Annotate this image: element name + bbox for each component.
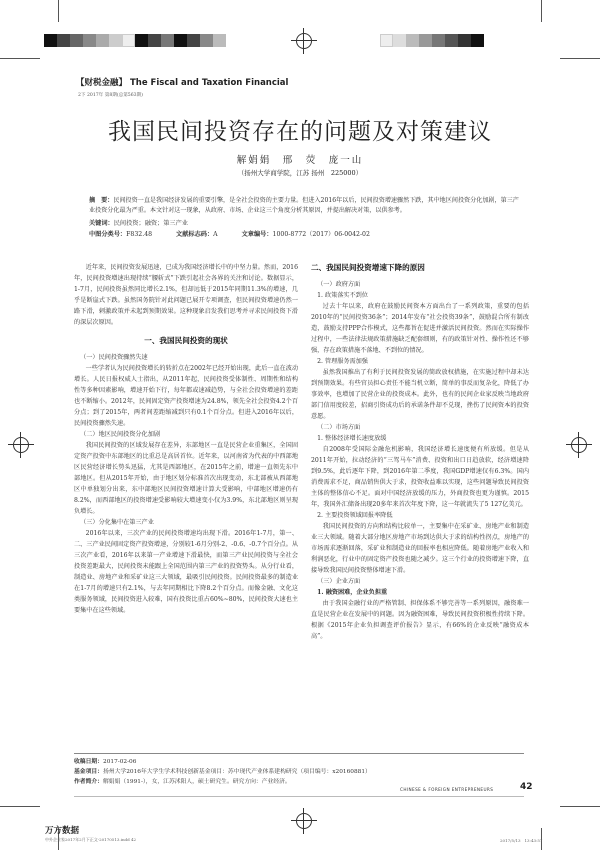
registration-mark-top [291, 28, 317, 54]
footnote-divider [74, 753, 524, 754]
paragraph: 一些学者认为民间投资增长的转折点在2002年已经开始出现，此后一直在波动增长。人民日报权威人士指出，从2011年起，民间投资受体制性、周期性和结构性等多种因素影响，增速开始下行，每年都或速减趋势，与全社会投资增速的差距也不断缩小。2012年，民间固定资产投资增速为24.8%，领先全社会投资4.2个百分点；到了2015年，两者间差距缩减到只有0.1个百分点。但进入2016年以后，民间投资骤然失速。 [74, 365, 298, 427]
crop-mark [541, 0, 542, 22]
right-column [311, 262, 529, 642]
footnote-block [74, 757, 524, 787]
registration-bar-left [44, 34, 226, 47]
subsection-heading: （三）企业方面 [317, 578, 361, 585]
classification-line [89, 229, 524, 240]
crop-mark [0, 58, 40, 59]
fund-text: 扬州大学2016年大学生学术科技创新基金项目：苏中现代产业体系建构研究（项目编号：x20160881） [103, 769, 371, 775]
keywords-line [89, 218, 524, 229]
abstract-text: 民间投资一直是我国经济发展的重要引擎，是全社会投资的主要力量。但进入2016年以后，民间投资增速骤然下跌，其中地区间投资分化加剧，第三产业投资分化最为严重。本文针对这一现象，从政府、市场、企业这三个角度分析其原因，并提出解决对策，以供参考。 [89, 197, 519, 214]
received-line [74, 757, 524, 767]
left-column [74, 262, 298, 616]
registration-bar-right [380, 34, 484, 47]
page-number: 42 [520, 782, 533, 792]
abstract [89, 196, 524, 216]
paragraph: 由于我国金融行业的严格管制、担保体系不够完善等一系列原因，融资难一直是民营企业在发展中的问题。因为融资困难，导致民间投资积极性持续下降。根据《2015年企业负担调查评价报告》显示，有66%的企业反映“融资成本高”。 [311, 600, 529, 640]
crop-mark [58, 0, 59, 22]
keywords-label: 关键词： [89, 220, 114, 227]
subsection-heading: 2. 管理服务需加强 [317, 358, 368, 365]
subsection-heading: 1. 融资困难，企业负担重 [317, 589, 388, 596]
article-id-label: 文章编号： [241, 231, 273, 238]
journal-column-header [76, 76, 288, 88]
issue-line: 2下 2017年 第8期(总第563期) [78, 93, 143, 98]
wanfang-logo-text: 万方数据 [45, 826, 80, 836]
paragraph: 自2008年受国际金融危机影响，我国经济增长速度便有所放缓。但是从2011年开始，拉动经济的“三驾马车”消费、投资和出口日趋放软，经济增速降到9.5%，此后逐年下降，到2016年第二季度，我国GDP增速仅有6.3%。国内消费需求不足，商品销售供大于求，投资收益难以实现，这些问题导致民间投资主体的整体信心不足。面对中国经济放缓的压力，外商投资也更为谨慎。2015年，我国外汇储备出现20多年来首次年度下降，这一年就流失了5 127亿美元。 [311, 446, 529, 508]
paragraph: 2016年以来，三次产业的民间投资增速均出现下滑。2016年1-7月，第一、二、三产业民间固定资产投资增速，分别较1-6月分别-2、-0.6、-0.7个百分点。从三次产业看，2016年以来第一产业增速下滑最快，而第三产业民间投资与全社会投资差距最大，民间投资未能跟上全国范围内第三产业的投资势头。从分行业看，制造业、房地产业和采矿业这三大领域，最吸引民间投资。民间投资最多的制造业在1-7月的增速只有2.1%，与去年同期相比下降8.2个百分点。而像金融、文化这类服务领域，民间投资进入较难，国有投资比重占60%~80%，民间投资大速也主要集中在这些领域。 [74, 530, 298, 614]
subsection-heading: （一）政府方面 [317, 281, 361, 288]
author-affiliation: （扬州大学商学院，江苏 扬州 225000） [237, 169, 363, 177]
subsection-heading: （三）分化集中在第三产业 [80, 519, 154, 526]
received-date: 2017-02-06 [103, 759, 137, 765]
abstract-block [89, 196, 524, 240]
paragraph: 虽然我国推出了有利于民间投资发展的简政放权措施，在实施过程中却未达到预期效果。有些官员担心责任不能当机立断，简单的事反而复杂化，降低了办事效率，也增加了民营企业的投资成本。此外，也有的民间企业家反映当地政府部门信用度较差，招商引资成功后的承诺条件却不兑现，挫伤了民间资本的投资意愿。 [311, 369, 529, 420]
abstract-label: 摘 要： [89, 197, 114, 204]
subsection-heading: （二）地区民间投资分化加剧 [80, 431, 160, 438]
article-authors: 解娟娟 邢 荧 庞一山 [236, 155, 364, 166]
registration-mark-right [566, 432, 592, 458]
column-english: The Fiscal and Taxation Financial [129, 78, 289, 88]
subsection-heading: （一）民间投资骤然失速 [80, 354, 148, 361]
author-bio: 解娟娟（1991-），女，江苏沭阳人，硕士研究生。研究方向：产业经济。 [103, 779, 291, 785]
author-bio-line [74, 777, 524, 787]
subsection-heading: （二）市场方面 [317, 424, 361, 431]
registration-mark-bottom [291, 808, 317, 834]
article-id: 1000-8772（2017）06-0042-02 [272, 231, 370, 238]
article-title: 我国民间投资存在的问题及对策建议 [108, 119, 492, 145]
crop-mark [560, 58, 600, 59]
footer-divider [74, 796, 524, 797]
keywords: 民间投资；融资；第三产业 [113, 220, 188, 227]
clc-code: F832.48 [126, 231, 153, 238]
fund-label: 基金项目： [74, 769, 103, 775]
subsection-heading: 1. 政策落实不到位 [317, 292, 368, 299]
file-info: 中外企业家2017年2月下正文-20170513.indd 42 [45, 837, 137, 842]
registration-mark-left [8, 432, 34, 458]
crop-mark [0, 806, 40, 807]
print-timestamp: 2017/5/13 13:43:57 [500, 838, 543, 843]
paragraph: 过去十年以来，政府在鼓励民间资本方面出台了一系列政策，重要的包括2010年的“民间投资36条”；2014年发布“社会投资39条”，鼓励混合所有制改造，鼓励支持PPP合作模式，这些都旨在促进并激活民间投资。然而在实际操作过程中，一些法律法规政策措施缺乏配套细则，有的政策针对性、操作性还不够强，存在政策措施不落地、不到位的情况。 [311, 303, 529, 354]
paragraph: 我国民间投资的区域发展存在差异，东部地区一直是民营企业重集区，全国固定资产投资中东部地区的比重总是高居首位。近年来，以河南省为代表的中西部地区民营经济增长势头迅猛，尤其是西部地区，在2015年之前，增速一直领先东中部地区。但从2015年开始，由于地区划分标准首次出现变动，东北部被从西部地区中单独划分出来，东中部地区民间投资增速计算大受影响，中部地区增速仍有8.2%，而西部地区的投资增速受影响较大增速变小仅为3.9%，东北部地区则呈现负增长。 [74, 442, 298, 515]
received-label: 收稿日期： [74, 759, 103, 765]
intro-paragraph: 近年来，民间投资发展迅速，已成为我国经济增长中的中坚力量。然而，2016年，民间投资增速出现持续“腰斩式”下跌引起社会各界的关注和讨论。数据显示，1-7月，民间投资虽然同比增长2.1%，但却远低于2015年同期11.3%的增速，几乎是断崖式下跌。虽然国务院针对此问题已展开专项调查，但民间投资增速仍然一路下滑，刺激政策并未起到预期效果。这种现象启发我们思考并寻求民间投资下滑的深层次原因。 [74, 264, 298, 326]
doc-code: A [213, 231, 218, 238]
doc-code-label: 文献标志码： [176, 231, 214, 238]
author-bio-label: 作者简介： [74, 779, 103, 785]
paragraph: 我国民间投资的方向和结构比较单一，主要集中在采矿业、房地产业和制造业三大领域。随着大部分地区房地产市场到达供大于求的结构性拐点，房地产的市场需求逐渐回落，采矿业和制造业的回报率也相应降低。随着房地产业收入和利润恶化，行业中的固定资产投资也随之减少。这三个行业的投资增速下降，直接导致我国民间投资整体增速下滑。 [311, 523, 529, 574]
subsection-heading: 2. 主要投资领域回报率降低 [317, 512, 393, 519]
crop-mark [560, 806, 600, 807]
fund-line [74, 767, 524, 777]
section-heading: 二、我国民间投资增速下降的原因 [311, 263, 425, 272]
column-label: 【财税金融】 [76, 78, 128, 88]
journal-name-english: CHINESE & FOREIGN ENTREPRENEURS [400, 787, 494, 792]
subsection-heading: 1. 整体经济增长速度放缓 [317, 435, 387, 442]
clc-label: 中图分类号： [89, 231, 127, 238]
section-heading: 一、我国民间投资的现状 [144, 336, 228, 345]
